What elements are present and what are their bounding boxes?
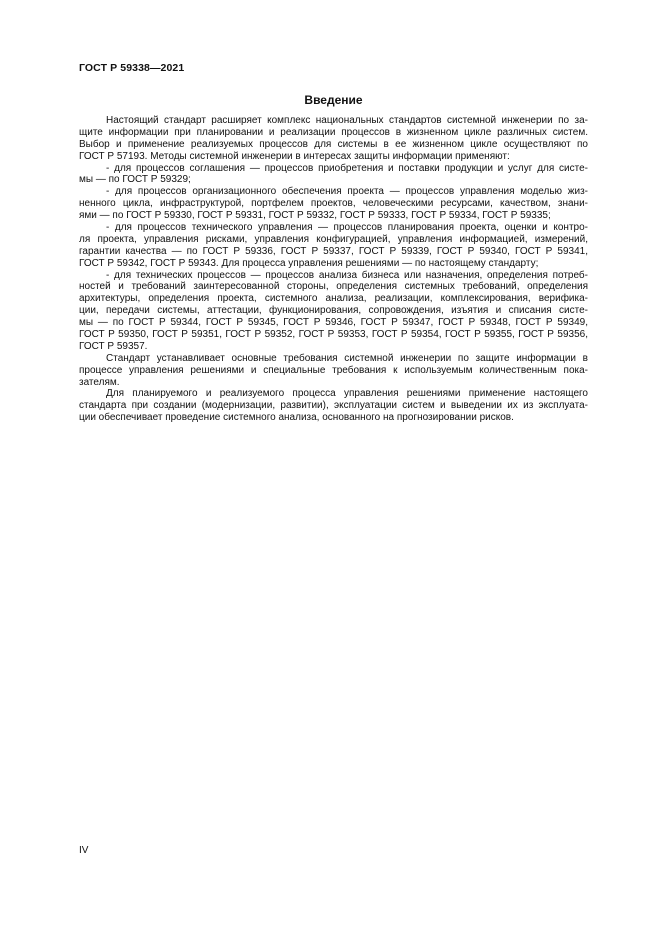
text-line: ГОСТ Р 59350, ГОСТ Р 59351, ГОСТ Р 59352, ГОСТ Р 59353, ГОСТ Р 59354, ГОСТ Р 59355, ГОСТ Р 59356, [79,329,588,341]
text-line: ГОСТ Р 59357. [79,340,148,352]
text-line: процессе управления решениями и специальные требования к используемым количественным пока- [79,364,588,376]
text-line: ции, передачи системы, аттестации, функционирования, сопровождения, изъятия и списания систе- [79,305,588,317]
text-line: ями — по ГОСТ Р 59330, ГОСТ Р 59331, ГОСТ Р 59332, ГОСТ Р 59333, ГОСТ Р 59334, ГОСТ Р 59335; [79,210,551,222]
section-title: Введение [304,93,363,107]
text-line: ции обеспечивает проведение системного анализа, основанного на прогнозировании рисков. [79,412,514,424]
text-line: архитектуры, определения проекта, системного анализа, реализации, комплексирования, верифика- [79,293,588,305]
text-line: ненного цикла, инфраструктурой, портфелем проектов, человеческими ресурсами, качеством, знани- [79,198,588,210]
text-line: ГОСТ Р 57193. Методы системной инженерии в интересах защиты информации применяют: [79,150,510,162]
text-line: Стандарт устанавливает основные требования системной инженерии по защите информации в [106,352,588,364]
text-line: - для процессов соглашения — процессов приобретения и поставки продукции и услуг для систе- [106,162,588,174]
text-line: стандарта при создании (модернизации, развитии), эксплуатации систем и выведении их из эксплуата- [79,400,588,412]
text-line: ностей и требований заинтересованной стороны, определения системных требований, определения [79,281,588,293]
text-line: ГОСТ Р 59342, ГОСТ Р 59343. Для процесса управления решениями — по настоящему стандарту; [79,257,539,269]
text-line: Настоящий стандарт расширяет комплекс национальных стандартов системной инженерии по за- [106,115,588,126]
text-line: - для процессов технического управления — процессов планирования проекта, оценки и контро- [106,222,588,234]
text-line: Выбор и применение реализуемых процессов для системы в ее жизненном цикле осуществляют по [79,138,588,150]
text-line: - для процессов организационного обеспечения проекта — процессов управления моделью жиз- [106,186,588,198]
page-number: IV [79,845,89,856]
text-line: мы — по ГОСТ Р 59344, ГОСТ Р 59345, ГОСТ Р 59346, ГОСТ Р 59347, ГОСТ Р 59348, ГОСТ Р 59349, [79,317,588,329]
text-line: мы — по ГОСТ Р 59329; [79,174,191,186]
body-text [79,115,588,424]
text-line: гарантии качества — по ГОСТ Р 59336, ГОСТ Р 59337, ГОСТ Р 59339, ГОСТ Р 59340, ГОСТ Р 59341, [79,245,588,257]
text-line: щите информации при планировании и реализации процессов в жизненном цикле различных систем. [79,126,588,138]
text-line: Для планируемого и реализуемого процесса управления решениями применение настоящего [106,388,588,400]
document-header: ГОСТ Р 59338—2021 [79,62,185,74]
text-line: - для технических процессов — процессов анализа бизнеса или назначения, определения потреб- [106,269,588,281]
text-line: зателям. [79,376,120,388]
text-line: ля проекта, управления рисками, управления конфигурацией, управления информацией, измерений, [79,233,588,245]
